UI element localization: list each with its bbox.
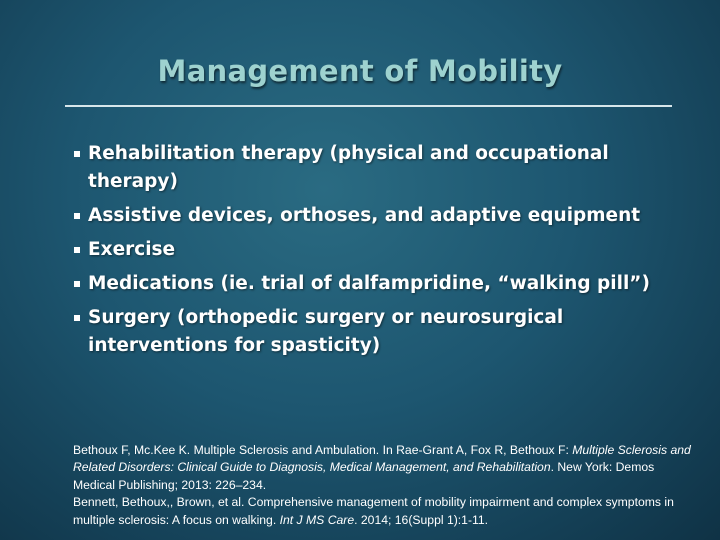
bullet-marker: [74, 151, 80, 157]
bullet-list: [72, 140, 672, 366]
reference-1-book-title: Multiple Sclerosis and Related Disorders: Clinical Guide to Diagnosis, Medical Management, and Rehabilitation: [73, 443, 691, 475]
bullet-item: [72, 140, 672, 196]
bullet-text: Assistive devices, orthoses, and adaptive equipment: [88, 205, 641, 226]
bullet-text: Rehabilitation therapy (physical and occupational therapy): [88, 143, 609, 192]
slide-title: Management of Mobility: [157, 54, 563, 88]
bullet-marker: [74, 315, 80, 321]
reference-1: [73, 442, 693, 494]
title-divider: [65, 105, 672, 107]
bullet-marker: [74, 213, 80, 219]
bullet-item: [72, 236, 672, 264]
reference-2-authors-title: Bennett, Bethoux,, Brown, et al. Comprehensive management of mobility impairment and complex symptoms in multiple sclerosis: A focus on walking.: [73, 495, 674, 527]
reference-1-publisher: . New York: Demos Medical Publishing; 2013: 226–234.: [73, 460, 655, 492]
bullet-text: Surgery (orthopedic surgery or neurosurgical interventions for spasticity): [88, 307, 564, 356]
reference-2: [73, 494, 693, 529]
bullet-item: [72, 270, 672, 298]
bullet-text: Medications (ie. trial of dalfampridine, “walking pill”): [88, 273, 650, 294]
reference-2-journal: Int J MS Care: [279, 512, 355, 527]
references: [73, 442, 693, 529]
bullet-item: [72, 202, 672, 230]
bullet-marker: [74, 281, 80, 287]
bullet-marker: [74, 247, 80, 253]
reference-2-citation: . 2014; 16(Suppl 1):1-11.: [354, 512, 489, 527]
bullet-text: Exercise: [88, 239, 176, 260]
reference-1-authors: Bethoux F, Mc.Kee K. Multiple Sclerosis and Ambulation. In Rae-Grant A, Fox R, Bethoux F:: [73, 443, 573, 457]
bullet-item: [72, 304, 672, 360]
